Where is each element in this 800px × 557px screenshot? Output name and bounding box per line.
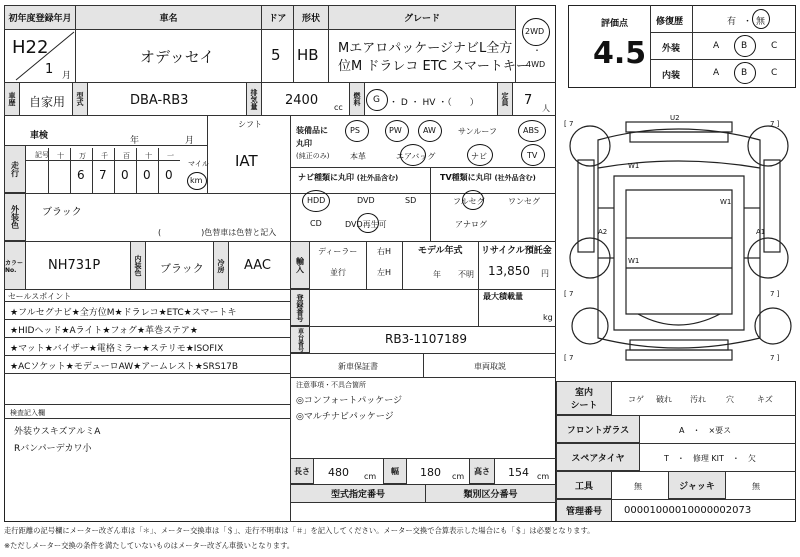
score-label: 評価点 bbox=[601, 19, 629, 29]
equip-navi: ナビ bbox=[471, 152, 487, 161]
car-name-value: オデッセイ bbox=[140, 48, 215, 66]
seats-header: 室内 シート bbox=[556, 381, 612, 415]
diagram-mark-a1: A1 bbox=[756, 228, 766, 236]
mileage-digit-4: 0 bbox=[165, 168, 173, 182]
sales-label: セールスポイント bbox=[8, 292, 72, 301]
interior-a: A bbox=[713, 68, 720, 78]
diagram-mark-w1-r: W1 bbox=[720, 198, 732, 206]
diagram-mark-w1-l: W1 bbox=[628, 257, 640, 265]
equip-label2: 丸印 bbox=[296, 139, 312, 148]
seat-item-1: 破れ bbox=[656, 395, 672, 404]
tv-type-label: TV種類に丸印 (社外品含む) bbox=[440, 173, 536, 182]
seat-item-4: キズ bbox=[757, 395, 773, 404]
mileage-digit-1: 7 bbox=[99, 168, 107, 182]
score-value: 4.5 bbox=[593, 36, 647, 71]
equip-ps: PS bbox=[350, 126, 360, 135]
type-num-header: 型式指定番号 bbox=[290, 484, 426, 503]
notes-label: 注意事項・不具合箇所 bbox=[296, 381, 366, 389]
import-header: 輸入 bbox=[290, 241, 310, 289]
diagram-mark-u2: U2 bbox=[670, 114, 680, 122]
diagram-mark-w1-tl: W1 bbox=[628, 162, 640, 170]
seat-item-2: 汚れ bbox=[690, 395, 706, 404]
inspection-year-unit: 年 bbox=[130, 136, 140, 146]
capacity-header: 定員 bbox=[497, 82, 513, 116]
sales-line-4: ★ACソケット★モデューロAW★アームレスト★SRS17B bbox=[10, 362, 239, 372]
tools-value: 無 bbox=[634, 482, 642, 491]
mileage-unit-4: 十 bbox=[145, 152, 152, 160]
footer-line-1: 走行距離の記号欄にメーター改ざん車は「＊」、メーター交換車は「＄」、走行不明車は「＃」を記入してください。メーター交換で合算表示した場合にも「＄」は必要となります。 bbox=[4, 526, 595, 535]
shift-value: IAT bbox=[235, 152, 258, 170]
seat-item-0: コゲ bbox=[628, 395, 644, 404]
color-code-header: カラーNo. bbox=[4, 241, 26, 290]
grade-header: グレード bbox=[328, 5, 516, 30]
load-unit: kg bbox=[543, 313, 553, 322]
width-value: 180 bbox=[420, 466, 441, 479]
drive-4wd: 4WD bbox=[526, 60, 546, 69]
length-unit: cm bbox=[364, 472, 377, 481]
mile-label: マイル bbox=[188, 160, 209, 168]
capacity-value: 7 bbox=[524, 93, 533, 108]
repair-sep: ・ bbox=[743, 17, 753, 27]
exterior-label: 外装 bbox=[662, 44, 681, 54]
inspection-label: 車検 bbox=[30, 131, 49, 141]
inspector-label: 検査記入欄 bbox=[10, 409, 45, 417]
management-value: 00001000010000002073 bbox=[624, 505, 752, 516]
int-color-value: ブラック bbox=[160, 262, 204, 275]
exterior-a: A bbox=[713, 41, 720, 51]
notes-line-1: ◎コンフォートパッケージ bbox=[296, 396, 403, 406]
notes-line-2: ◎マルチナビパッケージ bbox=[296, 412, 394, 422]
equip-label3: (純正のみ) bbox=[296, 152, 330, 160]
diagram-mark-7-tr: 7 ] bbox=[770, 120, 780, 128]
repair-yes: 有 bbox=[727, 17, 737, 27]
chassis-value: RB3-1107189 bbox=[385, 332, 467, 346]
mileage-unit-2: 千 bbox=[101, 152, 108, 160]
exterior-c: C bbox=[771, 41, 778, 51]
load-label: 最大積載量 bbox=[483, 292, 523, 301]
seat-item-3: 穴 bbox=[726, 395, 734, 404]
year-value: H22 bbox=[12, 37, 49, 58]
drive-2wd: 2WD bbox=[525, 27, 545, 36]
mileage-record-label: 記号 bbox=[35, 151, 49, 159]
interior-c: C bbox=[771, 68, 778, 78]
import-dealer: ディーラー bbox=[318, 247, 358, 256]
interior-label: 内装 bbox=[662, 71, 681, 81]
width-header: 幅 bbox=[383, 458, 407, 484]
km-label: km bbox=[190, 176, 203, 185]
doors-header: ドア bbox=[261, 5, 294, 30]
model-year-label: モデル年式 bbox=[418, 246, 463, 256]
tv-oneseg: ワンセグ bbox=[508, 197, 540, 206]
jack-value: 無 bbox=[752, 482, 760, 491]
tv-fullseg: フルセグ bbox=[453, 197, 485, 206]
equip-tv: TV bbox=[527, 151, 538, 160]
grade-line1: MエアロパッケージナビL全方 bbox=[338, 41, 513, 56]
disp-unit: cc bbox=[334, 103, 343, 112]
mileage-unit-5: 一 bbox=[167, 152, 174, 160]
navi-dvd: DVD bbox=[357, 196, 375, 205]
mileage-header: 走行 bbox=[4, 145, 26, 193]
mileage-digit-2: 0 bbox=[121, 168, 129, 182]
length-value: 480 bbox=[328, 466, 349, 479]
drive-dot: ・ bbox=[533, 46, 541, 55]
month-value: 1 bbox=[45, 62, 54, 77]
windshield-header: フロントガラス bbox=[556, 415, 640, 443]
navi-type-label: ナビ種類に丸印 (社外品含む) bbox=[298, 173, 399, 182]
car-damage-diagram bbox=[560, 108, 796, 384]
model-header: 型式 bbox=[72, 82, 88, 116]
width-unit: cm bbox=[452, 472, 465, 481]
tools-header: 工具 bbox=[556, 471, 612, 499]
color-value: ブラック bbox=[42, 207, 82, 218]
inspector-line-2: Rバンパーデカワ小 bbox=[14, 444, 92, 454]
equip-sunroof: サンルーフ bbox=[458, 127, 497, 136]
diagram-mark-7-mr: 7 ] bbox=[770, 290, 780, 298]
fuel-rest: ・ D ・ HV ・（ ） bbox=[389, 98, 479, 108]
diagram-mark-7-bl: [ 7 bbox=[564, 354, 574, 362]
ac-value: AAC bbox=[244, 258, 271, 273]
mileage-unit-0: 十 bbox=[57, 152, 64, 160]
interior-b: B bbox=[741, 68, 748, 78]
navi-hdd: HDD bbox=[307, 196, 326, 205]
length-header: 長さ bbox=[290, 458, 314, 484]
model-year-unknown: 不明 bbox=[458, 270, 474, 279]
sales-line-2: ★HIDヘッド★Aライト★フォグ★革巻ステア★ bbox=[10, 326, 198, 336]
equip-abs: ABS bbox=[523, 126, 539, 135]
spare-header: スペアタイヤ bbox=[556, 443, 640, 471]
equip-aircon: エアバッグ bbox=[396, 152, 436, 161]
ac-header: 冷房 bbox=[213, 241, 229, 290]
registration-header: 登録番号 bbox=[290, 289, 310, 326]
fuel-header: 燃料 bbox=[349, 82, 365, 116]
fuel-g: G bbox=[373, 95, 380, 105]
sales-line-1: ★フルセグナビ★全方位M★ドラレコ★ETC★スマートキ bbox=[10, 308, 237, 318]
management-header: 管理番号 bbox=[556, 499, 612, 522]
use-value: 自家用 bbox=[29, 95, 66, 109]
sales-line-3: ★マット★バイザー★電格ミラー★ステリモ★ISOFIX bbox=[10, 344, 224, 354]
import-parallel: 並行 bbox=[330, 268, 346, 277]
diagram-mark-7-ml: [ 7 bbox=[564, 290, 574, 298]
navi-cd: CD bbox=[310, 219, 322, 228]
recycle-value: 13,850 bbox=[488, 264, 530, 278]
diagram-mark-7-tl: [ 7 bbox=[564, 120, 574, 128]
color-code-value: NH731P bbox=[48, 258, 101, 273]
class-num-header: 類別区分番号 bbox=[425, 484, 556, 503]
color-header: 外装色 bbox=[4, 193, 26, 241]
year-header: 初年度登録年月 bbox=[4, 5, 76, 30]
height-unit: cm bbox=[537, 472, 550, 481]
model-year-unit: 年 bbox=[433, 270, 441, 279]
jack-header: ジャッキ bbox=[668, 471, 726, 499]
disp-value: 2400 bbox=[285, 93, 319, 108]
spare-value: T ・ 修理 KIT ・ 欠 bbox=[664, 454, 756, 463]
manual-doc: 車両取説 bbox=[474, 362, 506, 371]
equip-label1: 装備品に bbox=[296, 126, 328, 135]
use-header: 車歴 bbox=[4, 82, 20, 116]
windshield-value: A ・ ×要ス bbox=[679, 426, 732, 435]
color-repaint-note: ( )色替車は色替と記入 bbox=[158, 228, 277, 237]
mileage-digit-3: 0 bbox=[143, 168, 151, 182]
footer-line-2: ※ただしメーター交換の条件を満たしていないものはメーター改ざん車扱いとなります。 bbox=[4, 541, 295, 550]
repair-label: 修復歴 bbox=[656, 17, 684, 27]
mileage-unit-3: 百 bbox=[123, 152, 130, 160]
inspector-line-1: 外装ウスキズアルミA bbox=[14, 427, 101, 437]
car-name-header: 車名 bbox=[75, 5, 262, 30]
diagram-mark-7-br: 7 ] bbox=[770, 354, 780, 362]
capacity-unit: 人 bbox=[542, 104, 550, 113]
doors-value: 5 bbox=[271, 46, 281, 64]
recycle-label: リサイクル預託金 bbox=[481, 246, 552, 256]
mileage-digit-0: 6 bbox=[77, 168, 85, 182]
disp-header: 排気量 bbox=[246, 82, 262, 116]
warranty-doc: 新車保証書 bbox=[338, 362, 378, 371]
equip-honsha: 本革 bbox=[350, 152, 366, 161]
int-color-header: 内装色 bbox=[130, 241, 146, 290]
shape-value: HB bbox=[297, 46, 319, 64]
import-rhd: 右H bbox=[377, 247, 392, 256]
diagram-mark-a2: A2 bbox=[598, 228, 608, 236]
import-lhd: 左H bbox=[377, 268, 392, 277]
recycle-unit: 円 bbox=[541, 269, 549, 278]
shift-label: シフト bbox=[238, 120, 262, 129]
repair-no: 無 bbox=[756, 17, 766, 27]
shape-header: 形状 bbox=[293, 5, 329, 30]
tv-analog: アナログ bbox=[455, 220, 487, 229]
month-unit: 月 bbox=[62, 71, 72, 81]
navi-sd: SD bbox=[405, 196, 417, 205]
navi-dvd-play: DVD再生可 bbox=[345, 220, 387, 229]
chassis-header: 車台番号 bbox=[290, 326, 310, 353]
model-value: DBA-RB3 bbox=[130, 93, 189, 108]
mileage-unit-1: 万 bbox=[79, 152, 86, 160]
height-header: 高さ bbox=[469, 458, 495, 484]
equip-pw: PW bbox=[389, 126, 402, 135]
grade-line2: 位M ドラレコ ETC スマートキー bbox=[338, 59, 529, 74]
exterior-b: B bbox=[741, 41, 748, 51]
height-value: 154 bbox=[508, 466, 529, 479]
inspection-month-unit: 月 bbox=[185, 136, 195, 146]
equip-aw: AW bbox=[423, 126, 436, 135]
